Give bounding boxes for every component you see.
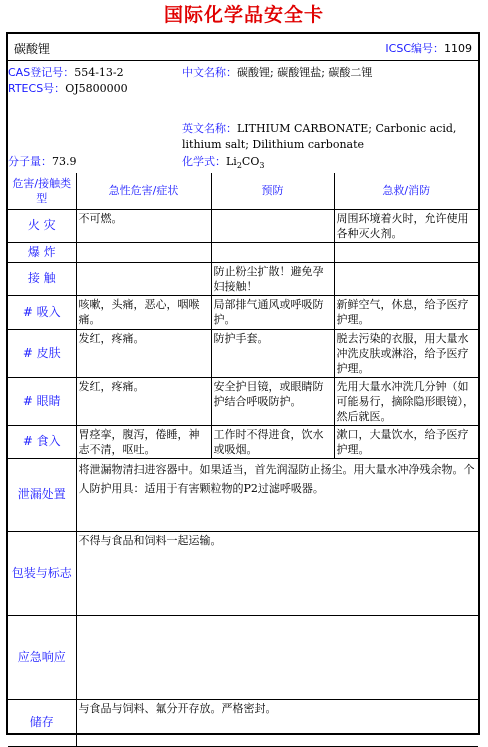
formula-sub-1: 2: [236, 161, 242, 171]
formula-co: CO: [241, 155, 260, 168]
header-row: [8, 173, 478, 209]
mw-label: 分子量：: [8, 155, 52, 168]
section-text: 不得与食品和饲料一起运输。: [76, 531, 478, 615]
row-skin: [8, 329, 478, 377]
section-label: 泄漏处置: [8, 458, 76, 531]
header-prevention: 预防: [211, 173, 334, 209]
aid-cell: 新鲜空气，休息，给予医疗护理。: [334, 295, 478, 329]
row-spillage: [8, 458, 478, 531]
section-text: 与食品与饲料、氟分开存放。严格密封。: [76, 699, 478, 746]
icsc-number: [385, 40, 472, 56]
mw-value: 73.9: [52, 155, 77, 168]
prevention-cell: 工作时不得进食，饮水或吸烟。: [211, 425, 334, 458]
row-storage: [8, 699, 478, 746]
chemical-name: 碳酸锂: [14, 42, 51, 56]
formula-line: [182, 153, 264, 170]
type-cell: # 眼睛: [8, 377, 76, 425]
type-cell: # 食入: [8, 425, 76, 458]
type-cell: 接 触: [8, 262, 76, 295]
row-contact: [8, 262, 478, 295]
section-label: 包装与标志: [8, 531, 76, 615]
header-symptom: 急性危害/症状: [76, 173, 211, 209]
aid-cell: [334, 242, 478, 262]
section-label: 储存: [8, 699, 76, 746]
cn-name-value: 碳酸锂; 碳酸锂盐; 碳酸二锂: [237, 66, 373, 79]
prevention-cell: 局部排气通风或呼吸防护。: [211, 295, 334, 329]
cas-label: CAS登记号：: [8, 66, 75, 79]
formula-label: 化学式：: [182, 155, 226, 168]
symptom-cell: [76, 242, 211, 262]
symptom-cell: 不可燃。: [76, 209, 211, 242]
row-inhalation: [8, 295, 478, 329]
safety-card: [6, 32, 480, 735]
name-row: [8, 34, 478, 61]
formula-li: Li: [226, 155, 237, 168]
card-title: 国际化学品安全卡: [163, 4, 324, 26]
type-cell: # 吸入: [8, 295, 76, 329]
prevention-cell: [211, 242, 334, 262]
mw-line: [8, 153, 77, 169]
symptom-cell: 咳嗽，头痛，恶心，咽喉痛。: [76, 295, 211, 329]
symptom-cell: 胃痉挛，腹泻，倦睡，神志不清，呕吐。: [76, 425, 211, 458]
rtecs-label: RTECS号：: [8, 82, 66, 95]
rtecs-line: [8, 80, 128, 96]
icsc-value: 1109: [444, 42, 472, 55]
row-emergency: [8, 615, 478, 699]
row-explosion: [8, 242, 478, 262]
cn-name-line: [182, 64, 472, 80]
icsc-label: ICSC编号：: [385, 42, 444, 55]
aid-cell: 脱去污染的衣服，用大量水冲洗皮肤或淋浴，给予医疗护理。: [334, 329, 478, 377]
cn-name-label: 中文名称：: [182, 66, 237, 79]
en-name-line: [182, 121, 472, 153]
aid-cell: [334, 262, 478, 295]
aid-cell: 漱口，大量饮水，给予医疗护理。: [334, 425, 478, 458]
symptom-cell: [76, 262, 211, 295]
header-type: 危害/接触类型: [8, 173, 76, 209]
row-ingestion: [8, 425, 478, 458]
prevention-cell: 防止粉尘扩散！避免孕妇接触！: [211, 262, 334, 295]
prevention-cell: 防护手套。: [211, 329, 334, 377]
rtecs-value: OJ5800000: [65, 82, 128, 95]
type-cell: 爆 炸: [8, 242, 76, 262]
symptom-cell: 发红，疼痛。: [76, 329, 211, 377]
cas-line: [8, 64, 124, 80]
aid-cell: 周围环境着火时，允许使用各种灭火剂。: [334, 209, 478, 242]
en-name-value: LITHIUM CARBONATE; Carbonic acid, lithium salt; Dilithium carbonate: [182, 122, 457, 151]
formula-sub-2: 3: [259, 161, 265, 171]
row-packaging: [8, 531, 478, 615]
section-text: [76, 615, 478, 699]
identification-block: [8, 61, 478, 173]
section-text: 将泄漏物清扫进容器中。如果适当，首先润湿防止扬尘。用大量水冲净残余物。个人防护用具：适用于有害颗粒物的P2过滤呼吸器。: [76, 458, 478, 531]
en-name-label: 英文名称：: [182, 122, 237, 135]
symptom-cell: 发红，疼痛。: [76, 377, 211, 425]
prevention-cell: [211, 209, 334, 242]
prevention-cell: 安全护目镜，或眼睛防护结合呼吸防护。: [211, 377, 334, 425]
hazard-table: [8, 173, 478, 747]
type-cell: # 皮肤: [8, 329, 76, 377]
type-cell: 火 灾: [8, 209, 76, 242]
row-eyes: [8, 377, 478, 425]
aid-cell: 先用大量水冲洗几分钟（如可能易行，摘除隐形眼镜），然后就医。: [334, 377, 478, 425]
cas-value: 554-13-2: [74, 66, 124, 79]
section-label: 应急响应: [8, 615, 76, 699]
row-fire: [8, 209, 478, 242]
header-aid: 急救/消防: [334, 173, 478, 209]
